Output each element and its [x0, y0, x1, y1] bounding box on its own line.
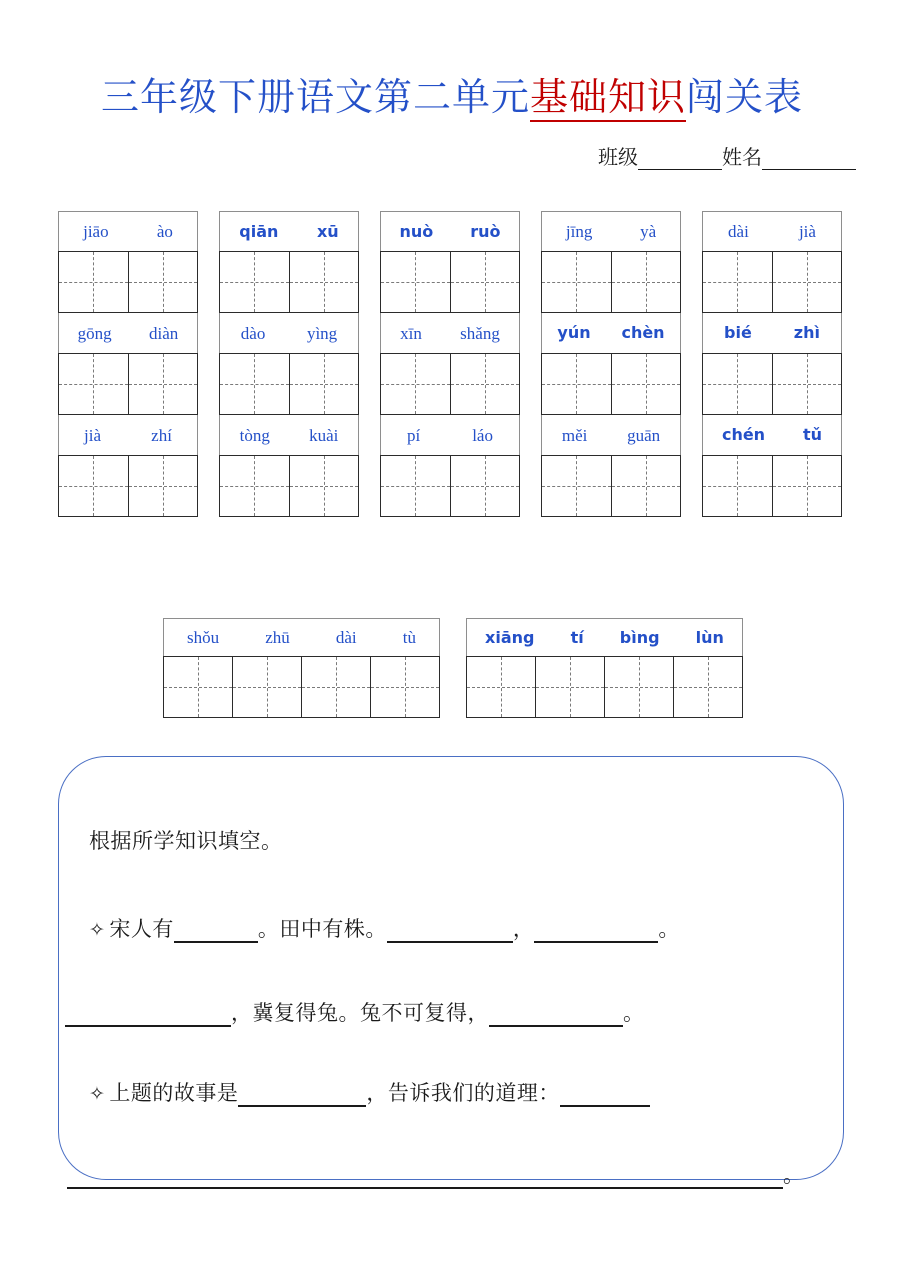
writing-cell[interactable]	[451, 456, 520, 516]
pinyin-header	[219, 211, 359, 251]
writing-cell[interactable]	[381, 252, 451, 312]
writing-cell[interactable]	[59, 354, 129, 414]
pinyin-header	[58, 211, 198, 251]
pinyin-syllable: tí	[570, 627, 584, 647]
question-line-2	[65, 997, 819, 1027]
pinyin-syllable: jīng	[565, 222, 593, 241]
writing-cell[interactable]	[164, 657, 233, 717]
pinyin-syllable: jiāo	[83, 222, 109, 241]
tianzige-grid[interactable]	[219, 251, 359, 313]
pinyin-header	[702, 313, 842, 353]
fill-in-blank-panel	[58, 756, 844, 1187]
writing-cell[interactable]	[129, 252, 198, 312]
pinyin-syllable: tǔ	[802, 425, 823, 444]
pinyin-header	[380, 415, 520, 455]
idiom-area	[163, 618, 743, 718]
writing-cell[interactable]	[542, 354, 612, 414]
tianzige-grid[interactable]	[58, 251, 198, 313]
pinyin-syllable: xū	[316, 221, 339, 241]
pinyin-syllable: zhí	[151, 425, 172, 445]
q3-text-b: ，告诉我们的道理：	[366, 1081, 560, 1105]
pinyin-header	[58, 313, 198, 353]
q1-text-d: 。	[658, 917, 680, 941]
writing-cell[interactable]	[451, 252, 520, 312]
word-block	[380, 415, 520, 517]
q4-text-a: 。	[783, 1163, 805, 1187]
q1-text-a: 宋人有	[109, 917, 174, 941]
pinyin-syllable: qiān	[239, 221, 279, 241]
word-block	[702, 415, 842, 517]
pinyin-syllable: láo	[472, 425, 493, 445]
tianzige-grid[interactable]	[219, 353, 359, 415]
writing-cell[interactable]	[59, 456, 129, 516]
pinyin-syllable: tù	[402, 628, 416, 647]
name-blank-line[interactable]	[762, 152, 856, 170]
writing-cell[interactable]	[773, 456, 842, 516]
writing-cell[interactable]	[290, 354, 359, 414]
pinyin-syllable: shǎng	[460, 323, 500, 343]
student-info-row	[0, 141, 856, 170]
pinyin-syllable: chèn	[621, 323, 665, 342]
page-title	[0, 66, 904, 121]
q3-text-a: 上题的故事是	[109, 1081, 239, 1105]
writing-cell[interactable]	[129, 354, 198, 414]
writing-cell[interactable]	[381, 456, 451, 516]
writing-cell[interactable]	[703, 252, 773, 312]
pinyin-header	[466, 618, 743, 656]
tianzige-grid[interactable]	[380, 251, 520, 313]
pinyin-syllable: shǒu	[187, 628, 220, 647]
pinyin-syllable: zhì	[793, 323, 820, 342]
pinyin-header	[380, 211, 520, 251]
pinyin-header	[380, 313, 520, 353]
question-line-1	[89, 913, 819, 943]
writing-cell[interactable]	[467, 657, 536, 717]
page-title-part2: 闯关表	[686, 77, 804, 119]
pinyin-syllable: zhū	[265, 628, 290, 647]
word-block	[702, 313, 842, 415]
pinyin-header	[541, 313, 681, 353]
pinyin-syllable: lùn	[695, 627, 724, 647]
pinyin-syllable: bìng	[619, 627, 660, 647]
class-label: 班级	[598, 147, 638, 169]
word-column-2	[219, 211, 359, 517]
writing-cell[interactable]	[451, 354, 520, 414]
tianzige-grid[interactable]	[58, 353, 198, 415]
writing-cell[interactable]	[674, 657, 742, 717]
q1-blank-1[interactable]	[174, 924, 258, 943]
pinyin-syllable: dài	[728, 222, 749, 241]
writing-cell[interactable]	[605, 657, 674, 717]
writing-cell[interactable]	[773, 354, 842, 414]
tianzige-grid[interactable]	[541, 251, 681, 313]
pinyin-syllable: yìng	[306, 323, 338, 343]
diamond-bullet-icon: ✧	[89, 920, 106, 941]
pinyin-syllable: guān	[627, 425, 661, 445]
word-block	[219, 415, 359, 517]
writing-cell[interactable]	[59, 252, 129, 312]
pinyin-syllable: jià	[84, 425, 102, 445]
word-block	[541, 211, 681, 313]
word-block	[58, 415, 198, 517]
writing-cell[interactable]	[129, 456, 198, 516]
word-block	[219, 211, 359, 313]
tianzige-grid[interactable]	[219, 455, 359, 517]
class-blank-line[interactable]	[638, 152, 722, 170]
pinyin-syllable: dào	[240, 323, 266, 343]
pinyin-syllable: nuò	[399, 221, 434, 241]
word-column-3	[380, 211, 520, 517]
word-block	[702, 211, 842, 313]
tianzige-grid[interactable]	[380, 353, 520, 415]
tianzige-grid[interactable]	[163, 656, 440, 718]
pinyin-header	[541, 211, 681, 251]
tianzige-grid[interactable]	[541, 455, 681, 517]
pinyin-syllable: dài	[335, 628, 357, 647]
pinyin-header	[702, 211, 842, 251]
page-title-highlight: 基础知识	[530, 77, 686, 122]
pinyin-header	[541, 415, 681, 455]
word-block	[58, 313, 198, 415]
name-label: 姓名	[722, 147, 762, 169]
q1-blank-3[interactable]	[534, 924, 658, 943]
writing-cell[interactable]	[290, 456, 359, 516]
pinyin-syllable: yà	[640, 222, 657, 241]
tianzige-grid[interactable]	[541, 353, 681, 415]
question-line-4	[67, 1159, 819, 1189]
pinyin-syllable: chén	[721, 425, 766, 444]
word-block	[380, 313, 520, 415]
writing-cell[interactable]	[703, 354, 773, 414]
writing-cell[interactable]	[612, 354, 681, 414]
word-block	[541, 313, 681, 415]
pinyin-syllable: xīn	[400, 323, 422, 343]
pinyin-syllable: tòng	[239, 425, 270, 445]
word-grid-area	[58, 211, 842, 517]
writing-cell[interactable]	[302, 657, 371, 717]
pinyin-header	[163, 618, 440, 656]
writing-cell[interactable]	[220, 252, 290, 312]
q2-text-b: 。	[623, 1001, 645, 1025]
pinyin-syllable: pí	[406, 425, 421, 445]
tianzige-grid[interactable]	[702, 251, 842, 313]
tianzige-grid[interactable]	[702, 455, 842, 517]
word-column-1	[58, 211, 198, 517]
tianzige-grid[interactable]	[58, 455, 198, 517]
writing-cell[interactable]	[233, 657, 302, 717]
pinyin-syllable: ruò	[470, 221, 501, 241]
tianzige-grid[interactable]	[466, 656, 743, 718]
page-title-part1: 三年级下册语文第二单元	[100, 77, 530, 119]
q2-blank-2[interactable]	[489, 1008, 623, 1027]
writing-cell[interactable]	[220, 354, 290, 414]
writing-cell[interactable]	[542, 252, 612, 312]
panel-heading: 根据所学知识填空。	[89, 829, 283, 853]
pinyin-syllable: xiāng	[485, 627, 535, 647]
pinyin-header	[219, 415, 359, 455]
writing-cell[interactable]	[612, 456, 681, 516]
q1-text-c: ，	[512, 917, 535, 941]
pinyin-syllable: gōng	[77, 323, 112, 343]
idiom-block-2	[466, 618, 743, 718]
writing-cell[interactable]	[703, 456, 773, 516]
q3-blank-1[interactable]	[238, 1088, 366, 1107]
q1-blank-2[interactable]	[387, 924, 513, 943]
writing-cell[interactable]	[542, 456, 612, 516]
writing-cell[interactable]	[381, 354, 451, 414]
pinyin-header	[219, 313, 359, 353]
pinyin-syllable: měi	[561, 425, 588, 445]
question-line-3	[89, 1077, 819, 1107]
tianzige-grid[interactable]	[702, 353, 842, 415]
pinyin-syllable: ào	[156, 222, 173, 241]
idiom-block-1	[163, 618, 440, 718]
writing-cell[interactable]	[220, 456, 290, 516]
tianzige-grid[interactable]	[380, 455, 520, 517]
pinyin-syllable: yún	[557, 323, 591, 342]
writing-cell[interactable]	[371, 657, 439, 717]
q2-blank-1[interactable]	[65, 1008, 231, 1027]
word-block	[58, 211, 198, 313]
word-block	[541, 415, 681, 517]
diamond-bullet-icon: ✧	[89, 1084, 106, 1105]
writing-cell[interactable]	[612, 252, 681, 312]
pinyin-header	[702, 415, 842, 455]
panel-content	[89, 779, 819, 1189]
pinyin-syllable: diàn	[149, 323, 179, 343]
writing-cell[interactable]	[773, 252, 842, 312]
word-block	[219, 313, 359, 415]
q2-text-a: ，冀复得兔。兔不可复得，	[231, 1001, 489, 1025]
writing-cell[interactable]	[290, 252, 359, 312]
word-column-4	[541, 211, 681, 517]
pinyin-syllable: jià	[798, 222, 816, 241]
q4-blank-1[interactable]	[67, 1170, 783, 1189]
pinyin-syllable: kuài	[309, 425, 339, 445]
q3-blank-2[interactable]	[560, 1088, 650, 1107]
pinyin-header	[58, 415, 198, 455]
q1-text-b: 。田中有株。	[257, 917, 387, 941]
pinyin-syllable: bié	[724, 323, 752, 342]
word-column-5	[702, 211, 842, 517]
writing-cell[interactable]	[536, 657, 605, 717]
word-block	[380, 211, 520, 313]
